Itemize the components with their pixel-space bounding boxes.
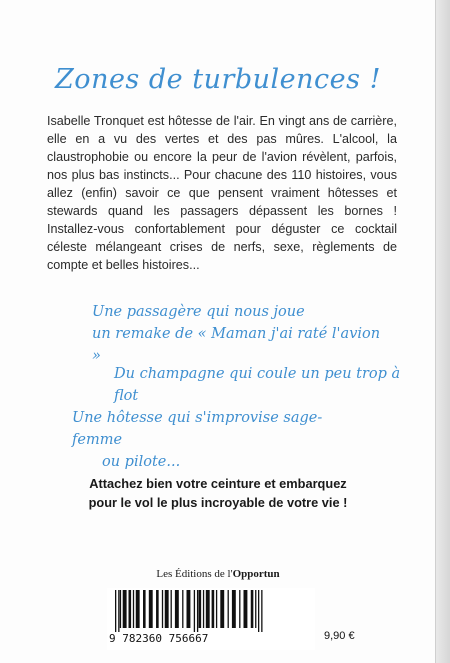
barcode-bars xyxy=(113,590,309,632)
barcode-bar xyxy=(258,590,259,632)
barcode-bar xyxy=(175,590,179,628)
barcode-bar xyxy=(149,590,153,628)
barcode-bar xyxy=(251,590,254,628)
quote-champagne xyxy=(114,363,414,407)
barcode-bar xyxy=(136,590,140,628)
quote-passenger-line2: un remake de « Maman j'ai raté l'avion » xyxy=(92,326,381,364)
quote-hostess xyxy=(72,407,372,473)
barcode-bar xyxy=(220,590,224,628)
barcode-bar xyxy=(261,590,262,632)
barcode-bar xyxy=(216,590,217,628)
barcode-bar xyxy=(133,590,134,628)
barcode-bar xyxy=(165,590,169,628)
isbn-barcode xyxy=(107,588,315,650)
barcode-bar xyxy=(187,590,191,628)
barcode-bar xyxy=(118,590,119,632)
quote-hostess-line2: ou pilote... xyxy=(102,454,181,470)
quote-champagne-line: Du champagne qui coule un peu trop à flot xyxy=(114,366,401,404)
barcode-bar xyxy=(156,590,159,628)
barcode-bar xyxy=(203,590,204,628)
call-to-action-line1: Attachez bien votre ceinture et embarquez xyxy=(89,476,347,491)
barcode-bar xyxy=(232,590,236,628)
publisher-name: Opportun xyxy=(232,568,280,580)
barcode-bar xyxy=(199,590,202,628)
call-to-action-line2: pour le vol le plus incroyable de votre vie ! xyxy=(88,495,348,510)
barcode-bar xyxy=(197,590,198,632)
quote-hostess-line1: Une hôtesse qui s'improvise sage-femme xyxy=(72,410,323,448)
book-blurb: Isabelle Tronquet est hôtesse de l'air. En vingt ans de carrière, elle en a vu des vertes et des pas mûres. L'alcool, la claustrophobie ou encore la peur de l'avion révèlent, parfois, nos plus bas instincts... Pour chacune des 110 histoires, vous allez (enfin) savoir ce que pensent vraiment hôtesses et stewards quand les passagers dépassent les bornes ! Installez-vous confortablement pour déguster ce cocktail céleste mélangeant crises de nerfs, sexe, règlements de compte et belles histoires... xyxy=(47,114,397,272)
cover-title: Zones de turbulences ! xyxy=(55,64,381,95)
barcode-bar xyxy=(255,590,256,628)
barcode-bar xyxy=(162,590,163,628)
barcode-bar xyxy=(182,590,183,628)
barcode-bar xyxy=(115,590,116,632)
barcode-bar xyxy=(228,590,229,628)
publisher-prefix: Les Éditions de l' xyxy=(156,568,233,580)
barcode-bar xyxy=(244,590,248,628)
barcode-bar xyxy=(239,590,240,628)
barcode-bar xyxy=(123,590,127,628)
barcode-bar xyxy=(129,590,132,628)
barcode-bar xyxy=(206,590,210,628)
barcode-bar xyxy=(171,590,172,628)
barcode-bar xyxy=(120,590,121,628)
publisher-line xyxy=(0,568,436,580)
call-to-action xyxy=(0,474,436,512)
barcode-bar xyxy=(143,590,146,628)
quote-passenger-line1: Une passagère qui nous joue xyxy=(92,304,305,320)
barcode-bar xyxy=(194,590,195,632)
barcode-bar xyxy=(212,590,215,628)
price-label: 9,90 € xyxy=(324,630,355,642)
barcode-digits: 9 782360 756667 xyxy=(109,632,209,645)
quote-passenger xyxy=(92,301,392,367)
spine-edge xyxy=(435,0,450,663)
